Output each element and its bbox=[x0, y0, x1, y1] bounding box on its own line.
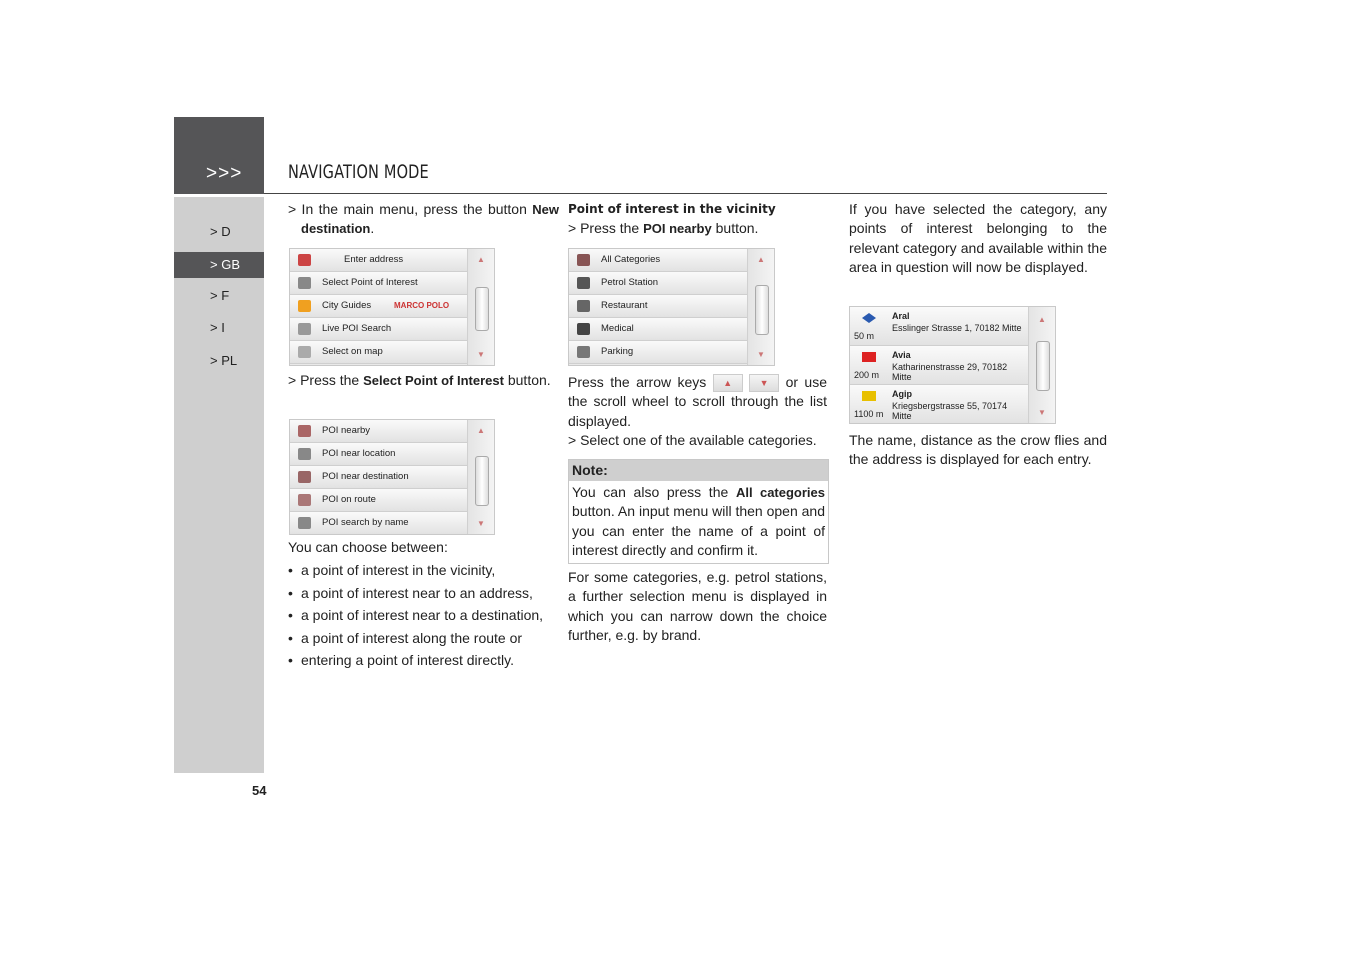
poi-nearby-icon bbox=[298, 425, 311, 437]
list-item: • a point of interest in the vicinity, bbox=[288, 561, 546, 580]
results-screenshot bbox=[849, 306, 1056, 424]
page-title: NAVIGATION MODE bbox=[288, 161, 429, 183]
menu-item-restaurant: Restaurant bbox=[569, 295, 748, 318]
list-item: • entering a point of interest directly. bbox=[288, 651, 546, 670]
scrollbar bbox=[1028, 307, 1055, 423]
further-selection-text: For some categories, e.g. petrol stations, a further selection menu is displayed in which you can narrow down the choice further, e.g. by brand. bbox=[568, 569, 827, 644]
city-guide-icon bbox=[298, 300, 311, 312]
select-poi-label: Select Point of Interest bbox=[363, 373, 504, 388]
agip-logo-icon bbox=[862, 391, 876, 401]
fuel-icon bbox=[577, 277, 590, 289]
select-category-step: > Select one of the available categories. bbox=[568, 432, 817, 448]
lang-item-gb[interactable]: > GB bbox=[174, 252, 264, 278]
note-text: You can also press the All categories button. An input menu will then open and you can enter the name of a point of interest directly and confirm it. bbox=[572, 484, 826, 559]
menu-item-poi-near-destination: POI near destination bbox=[290, 466, 468, 489]
step-new-destination: > In the main menu, press the button New destination. bbox=[288, 201, 559, 237]
result-row: 200 m Avia Katharinenstrasse 29, 70182 Mitte bbox=[850, 346, 1029, 385]
avia-logo-icon bbox=[862, 352, 876, 362]
scroll-thumb bbox=[755, 285, 769, 335]
all-categories-label: All categories bbox=[735, 485, 826, 500]
scroll-thumb bbox=[475, 456, 489, 506]
scroll-down-icon: ▼ bbox=[477, 350, 485, 359]
scroll-thumb bbox=[475, 287, 489, 331]
menu-item-select-poi: Select Point of Interest bbox=[290, 272, 468, 295]
scroll-up-icon: ▲ bbox=[757, 255, 765, 264]
results-outro: The name, distance as the crow flies and the address is displayed for each entry. bbox=[849, 432, 1107, 468]
scrollbar bbox=[467, 249, 494, 365]
menu-item-poi-search: POI search by name bbox=[290, 512, 468, 535]
result-row: 50 m Aral Esslinger Strasse 1, 70182 Mitte bbox=[850, 307, 1029, 346]
step-poi-nearby: > Press the POI nearby button. bbox=[568, 220, 759, 237]
menu-item-all-categories: All Categories bbox=[569, 249, 748, 272]
menu-item-poi-on-route: POI on route bbox=[290, 489, 468, 512]
arrow-up-key-icon: ▲ bbox=[713, 374, 743, 392]
poi-destination-icon bbox=[298, 471, 311, 483]
result-row: 1100 m Agip Kriegsbergstrasse 55, 70174 Mitte bbox=[850, 385, 1029, 424]
category-menu-screenshot bbox=[568, 248, 775, 366]
page-number: 54 bbox=[252, 783, 267, 798]
choose-text: You can choose between: bbox=[288, 539, 448, 555]
main-menu-screenshot bbox=[289, 248, 495, 366]
list-item: • a point of interest along the route or bbox=[288, 629, 546, 648]
poi-search-icon bbox=[298, 517, 311, 529]
new-destination-label: New destination bbox=[301, 202, 559, 237]
chapter-tab bbox=[174, 117, 264, 194]
scroll-down-icon: ▼ bbox=[1038, 408, 1046, 417]
menu-item-petrol-station: Petrol Station bbox=[569, 272, 748, 295]
marco-polo-logo: MARCO POLO bbox=[394, 301, 450, 310]
scroll-thumb bbox=[1036, 341, 1050, 391]
menu-item-medical: Medical bbox=[569, 318, 748, 341]
menu-item-select-map: Select on map bbox=[290, 341, 468, 364]
live-poi-icon bbox=[298, 323, 311, 335]
option-list bbox=[288, 561, 546, 670]
scroll-down-icon: ▼ bbox=[477, 519, 485, 528]
menu-item-poi-nearby: POI nearby bbox=[290, 420, 468, 443]
scrollbar bbox=[747, 249, 774, 365]
section-heading: Point of interest in the vicinity bbox=[568, 202, 776, 216]
medical-icon bbox=[577, 323, 590, 335]
language-sidebar bbox=[174, 197, 264, 773]
poi-menu-screenshot bbox=[289, 419, 495, 535]
menu-item-enter-address: Enter address bbox=[290, 249, 468, 272]
menu-item-poi-near-location: POI near location bbox=[290, 443, 468, 466]
lang-item-pl[interactable]: > PL bbox=[210, 353, 238, 368]
categories-icon bbox=[577, 254, 590, 266]
menu-item-live-poi: Live POI Search bbox=[290, 318, 468, 341]
lang-item-d[interactable]: > D bbox=[210, 224, 231, 239]
header-divider bbox=[264, 193, 1107, 194]
aral-logo-icon bbox=[862, 313, 876, 323]
list-item: • a point of interest near to a destination, bbox=[288, 606, 546, 625]
chapter-chevrons: >>> bbox=[206, 163, 243, 184]
scroll-up-icon: ▲ bbox=[1038, 315, 1046, 324]
results-intro: If you have selected the category, any points of interest belonging to the relevant category and available within the area in question will now be displayed. bbox=[849, 201, 1107, 276]
arrow-down-key-icon: ▼ bbox=[749, 374, 779, 392]
list-item: • a point of interest near to an address, bbox=[288, 584, 546, 603]
map-icon bbox=[298, 346, 311, 358]
poi-location-icon bbox=[298, 448, 311, 460]
menu-item-parking: Parking bbox=[569, 341, 748, 364]
lang-item-f[interactable]: > F bbox=[210, 288, 230, 303]
step-select-poi: > Press the Select Point of Interest button. bbox=[288, 372, 551, 388]
scroll-up-icon: ▲ bbox=[477, 426, 485, 435]
arrow-keys-text: Press the arrow keys ▲ ▼ or use the scroll wheel to scroll through the list displayed. bbox=[568, 374, 827, 429]
scroll-up-icon: ▲ bbox=[477, 255, 485, 264]
enter-address-icon bbox=[298, 254, 311, 266]
restaurant-icon bbox=[577, 300, 590, 312]
lang-item-i[interactable]: > I bbox=[210, 320, 225, 335]
poi-route-icon bbox=[298, 494, 311, 506]
menu-item-city-guides: City Guides MARCO POLO bbox=[290, 295, 468, 318]
note-box bbox=[568, 459, 829, 564]
poi-icon bbox=[298, 277, 311, 289]
scroll-down-icon: ▼ bbox=[757, 350, 765, 359]
poi-nearby-label: POI nearby bbox=[643, 221, 712, 237]
scrollbar bbox=[467, 420, 494, 534]
note-title: Note: bbox=[569, 460, 828, 481]
parking-icon bbox=[577, 346, 590, 358]
